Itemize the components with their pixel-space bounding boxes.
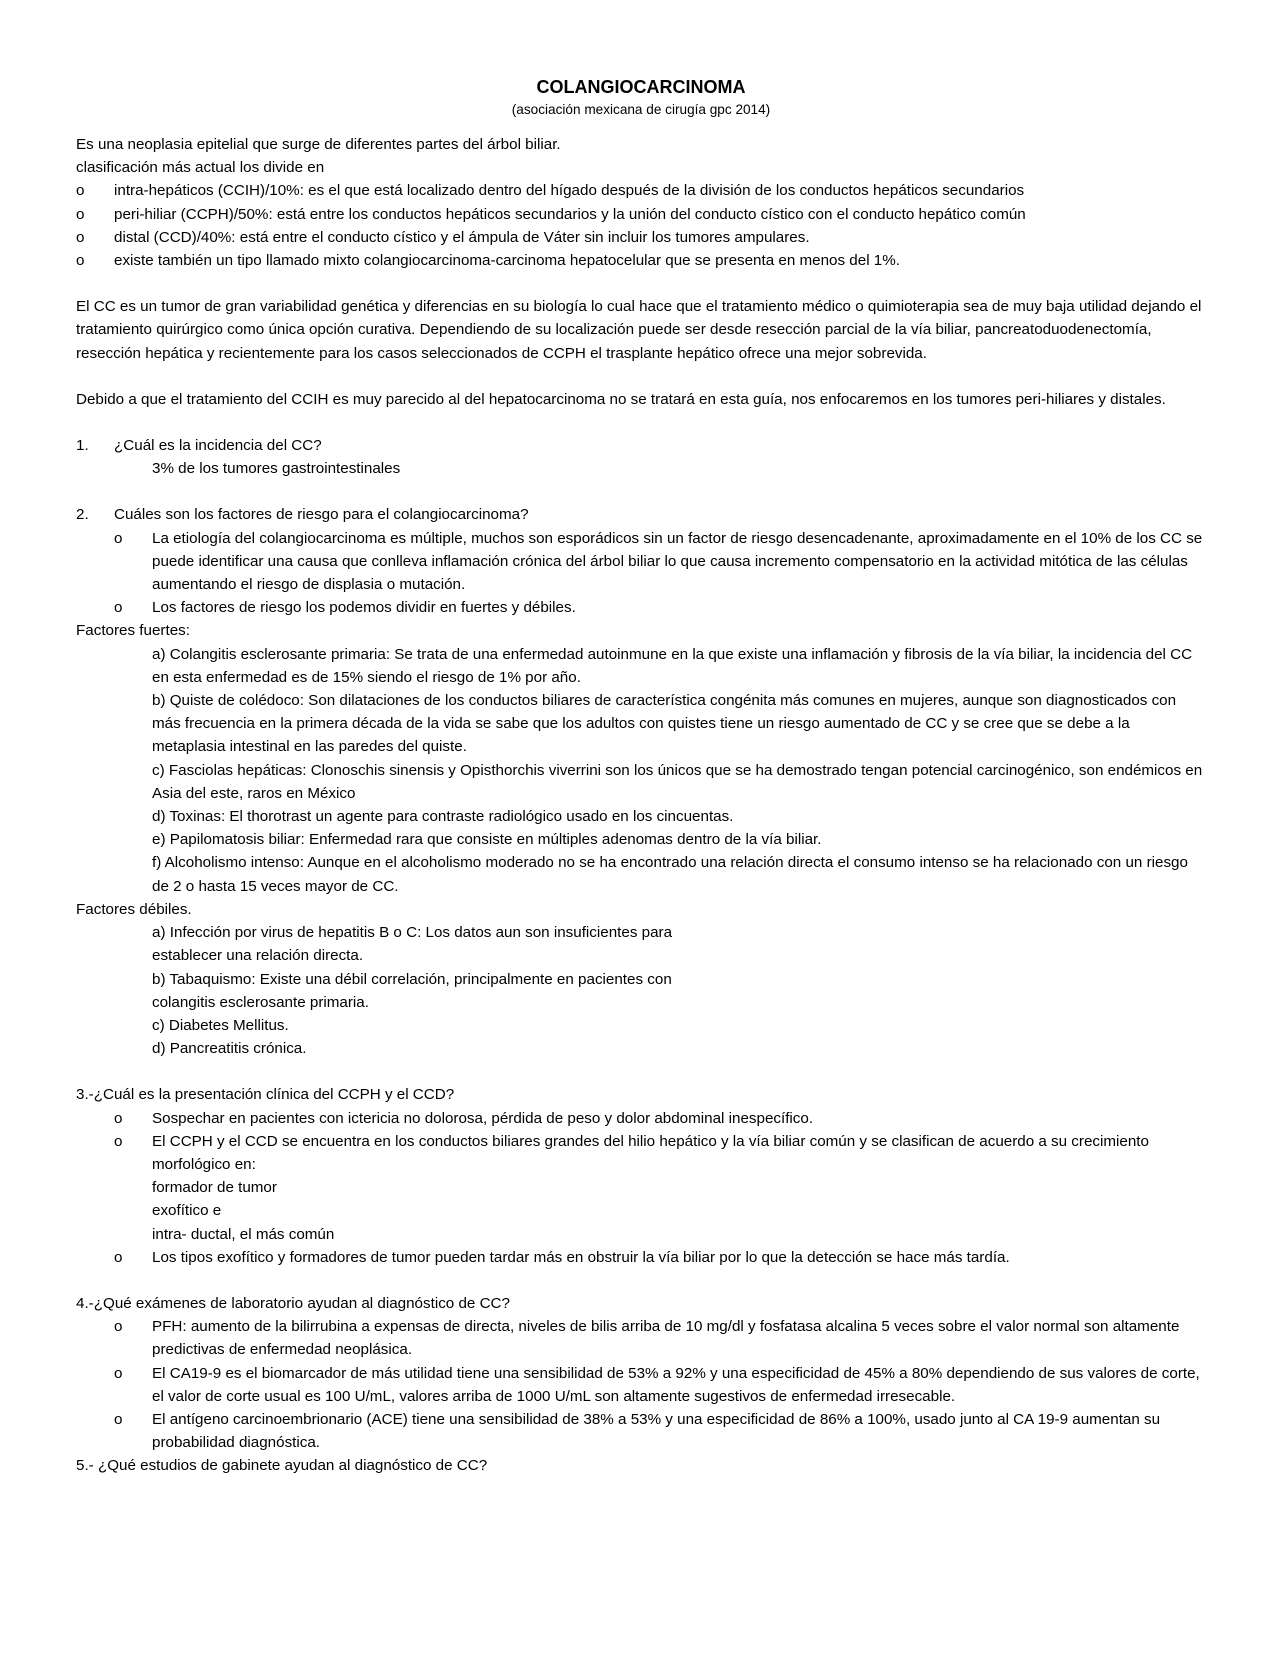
list-item-text: Sospechar en pacientes con ictericia no dolorosa, pérdida de peso y dolor abdominal inespecífico. (152, 1109, 814, 1127)
risk-factor-item: e) Papilomatosis biliar: Enfermedad rara que consiste en múltiples adenomas dentro de la vía biliar. (152, 831, 822, 849)
intro-line: clasificación más actual los divide en (76, 159, 325, 177)
risk-factor-item: f) Alcoholismo intenso: Aunque en el alcoholismo moderado no se ha encontrado una relación directa el consumo intenso se ha relacionado con un riesgo de 2 o hasta 15 veces mayor de CC. (152, 854, 1188, 895)
intro-line: Es una neoplasia epitelial que surge de diferentes partes del árbol biliar. (76, 136, 561, 153)
list-item (76, 596, 1206, 619)
question-heading (76, 503, 1206, 526)
question-number: 1. (76, 437, 89, 455)
question-text: ¿Cuál es la incidencia del CC? (114, 437, 322, 455)
bullet-marker: o (76, 205, 85, 223)
risk-factor-item: c) Fasciolas hepáticas: Clonoschis sinensis y Opisthorchis viverrini son los únicos que se ha demostrado tengan potencial carcinogénico, son endémicos en Asia del este, raros en México (152, 761, 1203, 802)
section-subheading: Factores débiles. (76, 900, 192, 918)
question-text: Cuáles son los factores de riesgo para el colangiocarcinoma? (114, 506, 529, 524)
bullet-marker: o (76, 252, 85, 270)
list-item (76, 527, 1206, 597)
question-heading: 3.-¿Cuál es la presentación clínica del CCPH y el CCD? (76, 1086, 455, 1104)
list-item (76, 203, 1206, 226)
list-item (76, 1315, 1206, 1361)
list-item (76, 1130, 1206, 1176)
bullet-marker: o (114, 1410, 123, 1428)
list-item-text: distal (CCD)/40%: está entre el conducto cístico y el ámpula de Váter sin incluir los tumores ampulares. (114, 228, 810, 246)
bullet-marker: o (114, 1109, 123, 1127)
question-number: 2. (76, 506, 89, 524)
list-item (76, 1246, 1206, 1269)
answer-text: 3% de los tumores gastrointestinales (152, 460, 401, 478)
list-item-text: existe también un tipo llamado mixto colangiocarcinoma-carcinoma hepatocelular que se presenta en menos del 1%. (114, 252, 900, 270)
list-item-text: intra-hepáticos (CCIH)/10%: es el que está localizado dentro del hígado después de la división de los conductos hepáticos secundarios (114, 182, 1025, 200)
list-item (76, 1362, 1206, 1408)
risk-factor-item: a) Infección por virus de hepatitis B o C: Los datos aun son insuficientes para establecer una relación directa. (152, 924, 673, 965)
list-item (76, 1408, 1206, 1454)
question-heading (76, 434, 1206, 457)
bullet-marker: o (114, 529, 123, 547)
bullet-marker: o (76, 182, 85, 200)
risk-factor-item: b) Tabaquismo: Existe una débil correlación, principalmente en pacientes con colangitis esclerosante primaria. (152, 970, 672, 1011)
list-item-text: Los factores de riesgo los podemos dividir en fuertes y débiles. (152, 599, 576, 617)
morphology-type: intra- ductal, el más común (152, 1225, 335, 1243)
list-item-text: peri-hiliar (CCPH)/50%: está entre los conductos hepáticos secundarios y la unión del conducto cístico con el conducto hepático común (114, 205, 1026, 223)
bullet-marker: o (114, 1248, 123, 1266)
list-item-text: Los tipos exofítico y formadores de tumor pueden tardar más en obstruir la vía biliar por lo que la detección se hace más tardía. (152, 1248, 1010, 1266)
section-subheading: Factores fuertes: (76, 622, 190, 640)
risk-factor-item: d) Toxinas: El thorotrast un agente para contraste radiológico usado en los cincuentas. (152, 808, 734, 826)
risk-factor-item: c) Diabetes Mellitus. (152, 1016, 289, 1034)
question-heading: 5.- ¿Qué estudios de gabinete ayudan al diagnóstico de CC? (76, 1457, 488, 1475)
risk-factor-item: b) Quiste de colédoco: Son dilataciones de los conductos biliares de característica congénita más comunes en mujeres, aunque son diagnosticados con más frecuencia en la primera década de la vida se sabe que los adultos con quistes tiene un riesgo aumentado de CC y se cree que se debe a la metaplasia intestinal en las paredes del quiste. (152, 692, 1177, 756)
bullet-marker: o (114, 1364, 123, 1382)
list-item (76, 249, 1206, 272)
list-item-text: La etiología del colangiocarcinoma es múltiple, muchos son esporádicos sin un factor de riesgo desencadenante, aproximadamente en el 10% de los CC se puede identificar una causa que conlleva inflamación crónica del árbol biliar lo que causa incremento compensatorio en la actividad mitótica de las células aumentando el riesgo de displasia o mutación. (152, 529, 1203, 594)
paragraph: El CC es un tumor de gran variabilidad genética y diferencias en su biología lo cual hace que el tratamiento médico o quimioterapia sea de muy baja utilidad dejando el tratamiento quirúrgico como única opción curativa. Dependiendo de su localización puede ser desde resección parcial de la vía biliar, pancreatoduodenectomía, resección hepática y recientemente para los casos seleccionados de CCPH el trasplante hepático ofrece una mejor sobrevida. (76, 298, 1202, 362)
list-item (76, 1107, 1206, 1130)
list-item-text: El antígeno carcinoembrionario (ACE) tiene una sensibilidad de 38% a 53% y una especificidad de 86% a 100%, usado junto al CA 19-9 aumentan su probabilidad diagnóstica. (152, 1410, 1161, 1452)
question-heading: 4.-¿Qué exámenes de laboratorio ayudan al diagnóstico de CC? (76, 1294, 510, 1312)
bullet-marker: o (114, 1132, 123, 1150)
list-item (76, 226, 1206, 249)
list-item-text: PFH: aumento de la bilirrubina a expensas de directa, niveles de bilis arriba de 10 mg/dl y fosfatasa alcalina 5 veces sobre el valor normal son altamente predictivas de enfermedad neoplásica. (152, 1318, 1180, 1359)
document-page (76, 74, 1206, 1478)
bullet-marker: o (114, 1318, 123, 1336)
morphology-type: formador de tumor (152, 1179, 277, 1197)
risk-factor-item: d) Pancreatitis crónica. (152, 1040, 307, 1058)
list-item (76, 179, 1206, 202)
document-subtitle: (asociación mexicana de cirugía gpc 2014) (511, 102, 771, 117)
bullet-marker: o (114, 599, 123, 617)
risk-factor-item: a) Colangitis esclerosante primaria: Se trata de una enfermedad autoinmune en la que existe una inflamación y fibrosis de la vía biliar, la incidencia del CC en esta enfermedad es de 15% siendo el riesgo de 1% por año. (152, 645, 1193, 686)
list-item-text: El CCPH y el CCD se encuentra en los conductos biliares grandes del hilio hepático y la vía biliar común y se clasifican de acuerdo a su crecimiento morfológico en: (152, 1132, 1149, 1173)
bullet-marker: o (76, 228, 85, 246)
list-item-text: El CA19-9 es el biomarcador de más utilidad tiene una sensibilidad de 53% a 92% y una especificidad de 45% a 80% dependiendo de sus valores de corte, el valor de corte usual es 100 U/mL, valores arriba de 1000 U/mL son altamente sugestivos de enfermedad irresecable. (152, 1364, 1200, 1405)
paragraph: Debido a que el tratamiento del CCIH es muy parecido al del hepatocarcinoma no se tratará en esta guía, nos enfocaremos en los tumores peri-hiliares y distales. (76, 390, 1166, 408)
morphology-type: exofítico e (152, 1202, 222, 1220)
document-title: COLANGIOCARCINOMA (536, 77, 746, 97)
